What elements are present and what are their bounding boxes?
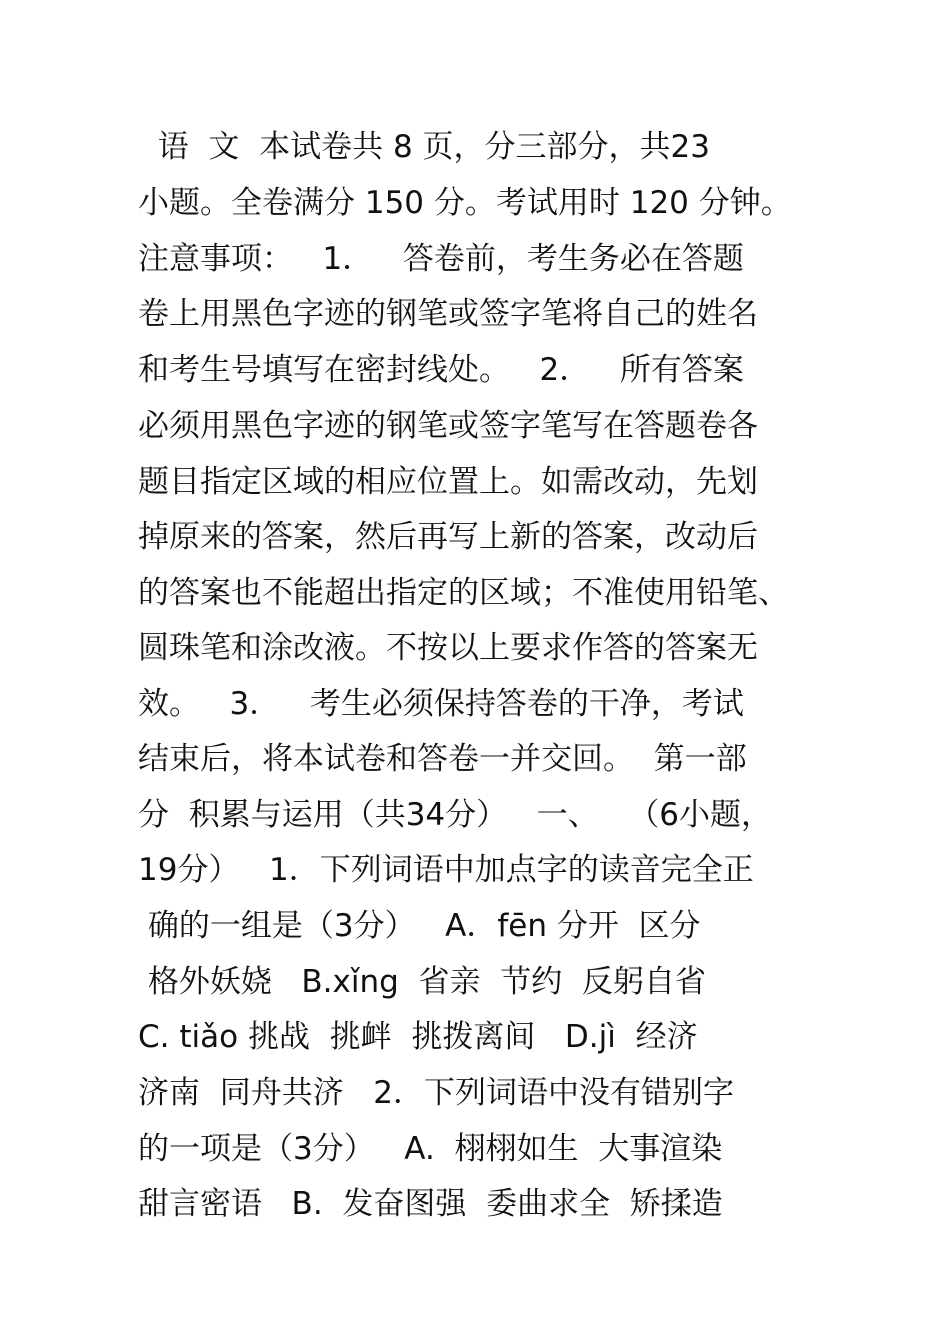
text-line-12: 结束后，将本试卷和答卷一并交回。 第一部	[138, 741, 747, 777]
text-line-10: 圆珠笔和涂改液。不按以上要求作答的答案无	[138, 630, 758, 666]
text-line-13: 分 积累与运用（共34分） 一、 （6小题，	[138, 797, 772, 833]
text-line-2: 小题。全卷满分 150 分。考试用时 120 分钟。	[138, 185, 792, 221]
text-line-20: 甜言密语 B. 发奋图强 委曲求全 矫揉造	[138, 1186, 723, 1222]
text-line-9: 的答案也不能超出指定的区域；不准使用铅笔、	[138, 575, 789, 611]
text-line-5: 和考生号填写在密封线处。 2． 所有答案	[138, 352, 744, 388]
text-line-3: 注意事项： 1． 答卷前，考生务必在答题	[138, 241, 744, 277]
text-line-17: C. tiǎo 挑战 挑衅 挑拨离间 D.jì 经济	[138, 1019, 698, 1055]
text-line-18: 济南 同舟共济 2．下列词语中没有错别字	[138, 1075, 734, 1111]
text-line-1: 语 文 本试卷共 8 页，分三部分，共23	[138, 129, 710, 165]
text-line-7: 题目指定区域的相应位置上。如需改动，先划	[138, 464, 758, 500]
text-line-19: 的一项是（3分） A. 栩栩如生 大事渲染	[138, 1131, 723, 1167]
text-line-15: 确的一组是（3分） A．fēn 分开 区分	[138, 908, 701, 944]
text-line-8: 掉原来的答案，然后再写上新的答案，改动后	[138, 519, 758, 555]
text-line-4: 卷上用黑色字迹的钢笔或签字笔将自己的姓名	[138, 296, 758, 332]
text-line-6: 必须用黑色字迹的钢笔或签字笔写在答题卷各	[138, 408, 758, 444]
text-line-16: 格外妖娆 B.xǐng 省亲 节约 反躬自省	[138, 964, 706, 1000]
text-line-14: 19分） 1．下列词语中加点字的读音完全正	[138, 852, 754, 888]
text-line-11: 效。 3． 考生必须保持答卷的干净，考试	[138, 686, 744, 722]
